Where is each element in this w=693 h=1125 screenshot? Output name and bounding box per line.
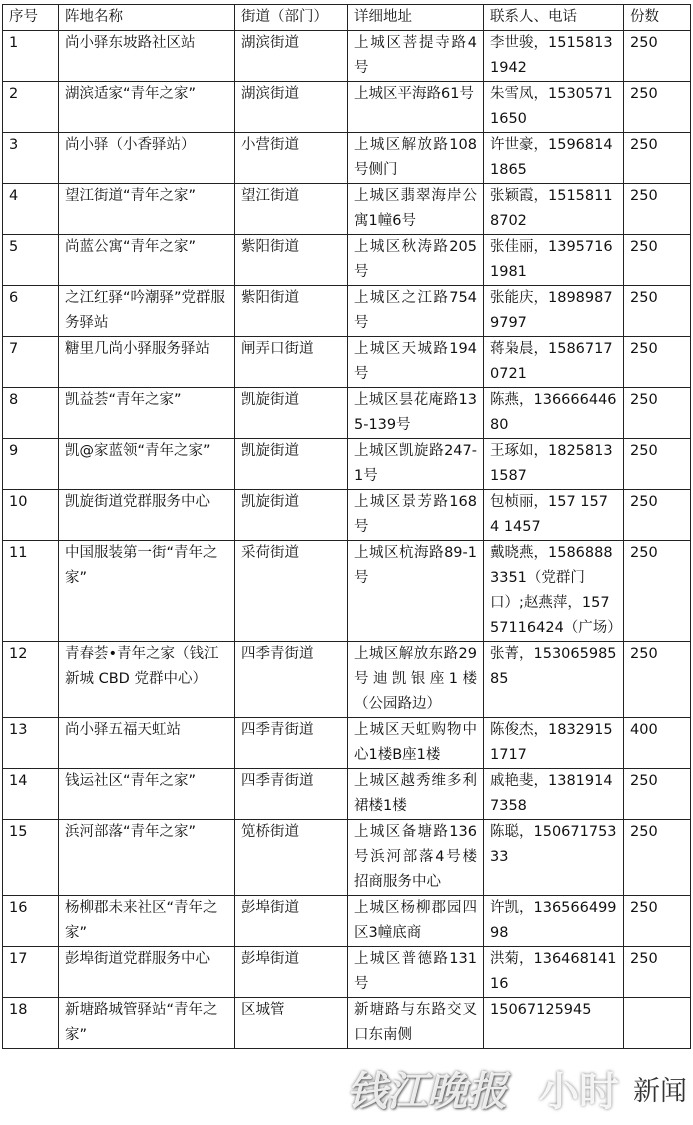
cell-copies: 250 [624, 642, 691, 718]
cell-contact: 王琢如，18258131587 [484, 439, 624, 490]
cell-contact: 李世骏，15158131942 [484, 31, 624, 82]
cell-address: 上城区天城路194号 [348, 337, 484, 388]
cell-street: 笕桥街道 [235, 820, 348, 896]
cell-index: 14 [3, 769, 59, 820]
cell-street: 凯旋街道 [235, 439, 348, 490]
cell-venue-name: 浜河部落“青年之家” [59, 820, 235, 896]
cell-copies: 250 [624, 439, 691, 490]
cell-index: 16 [3, 896, 59, 947]
table-row [3, 642, 691, 718]
cell-venue-name: 尚小驿东坡路社区站 [59, 31, 235, 82]
table-header-row [3, 5, 691, 31]
header-venue-name: 阵地名称 [59, 5, 235, 31]
cell-contact: 包桢丽，157 1574 1457 [484, 490, 624, 541]
table-row [3, 235, 691, 286]
header-index: 序号 [3, 5, 59, 31]
cell-street: 闸弄口街道 [235, 337, 348, 388]
cell-street: 凯旋街道 [235, 388, 348, 439]
cell-street: 区城管 [235, 998, 348, 1049]
table-row [3, 133, 691, 184]
watermark-brand: 钱江晚报 [347, 1067, 507, 1115]
cell-street: 湖滨街道 [235, 31, 348, 82]
cell-index: 17 [3, 947, 59, 998]
cell-address: 上城区杨柳郡园四区3幢底商 [348, 896, 484, 947]
cell-copies: 250 [624, 541, 691, 642]
cell-copies: 250 [624, 184, 691, 235]
cell-copies: 250 [624, 947, 691, 998]
cell-index: 5 [3, 235, 59, 286]
cell-copies: 250 [624, 490, 691, 541]
table-row [3, 439, 691, 490]
table-row [3, 896, 691, 947]
cell-address: 上城区越秀维多利裙楼1楼 [348, 769, 484, 820]
cell-street: 小营街道 [235, 133, 348, 184]
cell-index: 7 [3, 337, 59, 388]
cell-address: 上城区景芳路168号 [348, 490, 484, 541]
header-contact: 联系人、电话 [484, 5, 624, 31]
cell-street: 紫阳街道 [235, 235, 348, 286]
cell-index: 11 [3, 541, 59, 642]
cell-index: 2 [3, 82, 59, 133]
cell-copies: 250 [624, 769, 691, 820]
cell-street: 采荷街道 [235, 541, 348, 642]
cell-contact: 戚艳斐，13819147358 [484, 769, 624, 820]
cell-venue-name: 尚蓝公寓“青年之家” [59, 235, 235, 286]
table-row [3, 718, 691, 769]
cell-copies: 250 [624, 133, 691, 184]
cell-contact: 张菁，15306598585 [484, 642, 624, 718]
cell-venue-name: 中国服装第一街“青年之家” [59, 541, 235, 642]
cell-copies: 250 [624, 31, 691, 82]
watermark-hour: 小时 [539, 1068, 619, 1115]
cell-street: 望江街道 [235, 184, 348, 235]
cell-venue-name: 湖滨适家“青年之家” [59, 82, 235, 133]
cell-contact: 陈燕，13666644680 [484, 388, 624, 439]
cell-contact: 陈聪，15067175333 [484, 820, 624, 896]
cell-address: 上城区昙花庵路135-139号 [348, 388, 484, 439]
cell-copies: 250 [624, 337, 691, 388]
venue-table [2, 4, 691, 1049]
cell-address: 上城区秋涛路205号 [348, 235, 484, 286]
table-row [3, 998, 691, 1049]
cell-index: 13 [3, 718, 59, 769]
cell-street: 彭埠街道 [235, 896, 348, 947]
cell-venue-name: 杨柳郡未来社区“青年之家” [59, 896, 235, 947]
cell-contact: 陈俊杰，18329151717 [484, 718, 624, 769]
cell-venue-name: 凯益荟“青年之家” [59, 388, 235, 439]
cell-address: 上城区天虹购物中心1楼B座1楼 [348, 718, 484, 769]
cell-index: 3 [3, 133, 59, 184]
cell-copies: 400 [624, 718, 691, 769]
cell-street: 四季青街道 [235, 718, 348, 769]
cell-venue-name: 钱运社区“青年之家” [59, 769, 235, 820]
cell-contact: 15067125945 [484, 998, 624, 1049]
watermark-logo [347, 1057, 687, 1119]
cell-address: 上城区备塘路136号浜河部落4号楼招商服务中心 [348, 820, 484, 896]
cell-copies: 250 [624, 286, 691, 337]
cell-address: 上城区普德路131号 [348, 947, 484, 998]
cell-contact: 朱雪凤，15305711650 [484, 82, 624, 133]
table-row [3, 769, 691, 820]
cell-address: 上城区翡翠海岸公寓1幢6号 [348, 184, 484, 235]
header-address: 详细地址 [348, 5, 484, 31]
cell-copies: 250 [624, 388, 691, 439]
cell-street: 四季青街道 [235, 642, 348, 718]
cell-contact: 张能庆，18989879797 [484, 286, 624, 337]
table-row [3, 184, 691, 235]
cell-copies: 250 [624, 820, 691, 896]
cell-copies: 250 [624, 235, 691, 286]
cell-address: 上城区解放东路29号迪凯银座1楼（公园路边） [348, 642, 484, 718]
cell-contact: 许凯，13656649998 [484, 896, 624, 947]
cell-street: 彭埠街道 [235, 947, 348, 998]
header-street: 街道（部门） [235, 5, 348, 31]
table-row [3, 947, 691, 998]
cell-copies: 250 [624, 82, 691, 133]
cell-address: 上城区菩提寺路4号 [348, 31, 484, 82]
cell-index: 12 [3, 642, 59, 718]
cell-copies [624, 998, 691, 1049]
table-row [3, 337, 691, 388]
cell-address: 上城区凯旋路247-1号 [348, 439, 484, 490]
cell-index: 10 [3, 490, 59, 541]
cell-index: 6 [3, 286, 59, 337]
table-row [3, 31, 691, 82]
cell-venue-name: 凯旋街道党群服务中心 [59, 490, 235, 541]
cell-venue-name: 新塘路城管驿站“青年之家” [59, 998, 235, 1049]
cell-venue-name: 凯@家蓝领“青年之家” [59, 439, 235, 490]
cell-venue-name: 糖里几尚小驿服务驿站 [59, 337, 235, 388]
cell-contact: 蒋枭晨，15867170721 [484, 337, 624, 388]
cell-address: 上城区解放路108号侧门 [348, 133, 484, 184]
table-row [3, 82, 691, 133]
cell-index: 1 [3, 31, 59, 82]
cell-street: 凯旋街道 [235, 490, 348, 541]
cell-index: 8 [3, 388, 59, 439]
cell-contact: 许世豪，15968141865 [484, 133, 624, 184]
cell-index: 9 [3, 439, 59, 490]
cell-venue-name: 尚小驿五福天虹站 [59, 718, 235, 769]
cell-venue-name: 之江红驿“吟潮驿”党群服务驿站 [59, 286, 235, 337]
cell-address: 上城区平海路61号 [348, 82, 484, 133]
cell-address: 新塘路与东路交叉口东南侧 [348, 998, 484, 1049]
cell-venue-name: 望江街道“青年之家” [59, 184, 235, 235]
cell-index: 15 [3, 820, 59, 896]
table-row [3, 490, 691, 541]
cell-contact: 戴晓燕，15868883351（党群门口）;赵燕萍，15757116424（广场） [484, 541, 624, 642]
cell-address: 上城区杭海路89-1号 [348, 541, 484, 642]
cell-copies: 250 [624, 896, 691, 947]
header-copies: 份数 [624, 5, 691, 31]
cell-venue-name: 尚小驿（小香驿站） [59, 133, 235, 184]
table-row [3, 541, 691, 642]
table-row [3, 286, 691, 337]
cell-address: 上城区之江路754号 [348, 286, 484, 337]
cell-street: 紫阳街道 [235, 286, 348, 337]
cell-street: 四季青街道 [235, 769, 348, 820]
cell-venue-name: 青春荟•青年之家（钱江新城 CBD 党群中心） [59, 642, 235, 718]
table-row [3, 820, 691, 896]
cell-contact: 洪菊，13646814116 [484, 947, 624, 998]
watermark-news: 新闻 [633, 1075, 687, 1107]
cell-index: 18 [3, 998, 59, 1049]
cell-contact: 张佳丽，13957161981 [484, 235, 624, 286]
cell-street: 湖滨街道 [235, 82, 348, 133]
table-row [3, 388, 691, 439]
cell-venue-name: 彭埠街道党群服务中心 [59, 947, 235, 998]
watermark-divider [521, 1068, 525, 1108]
cell-contact: 张颖霞，15158118702 [484, 184, 624, 235]
cell-index: 4 [3, 184, 59, 235]
